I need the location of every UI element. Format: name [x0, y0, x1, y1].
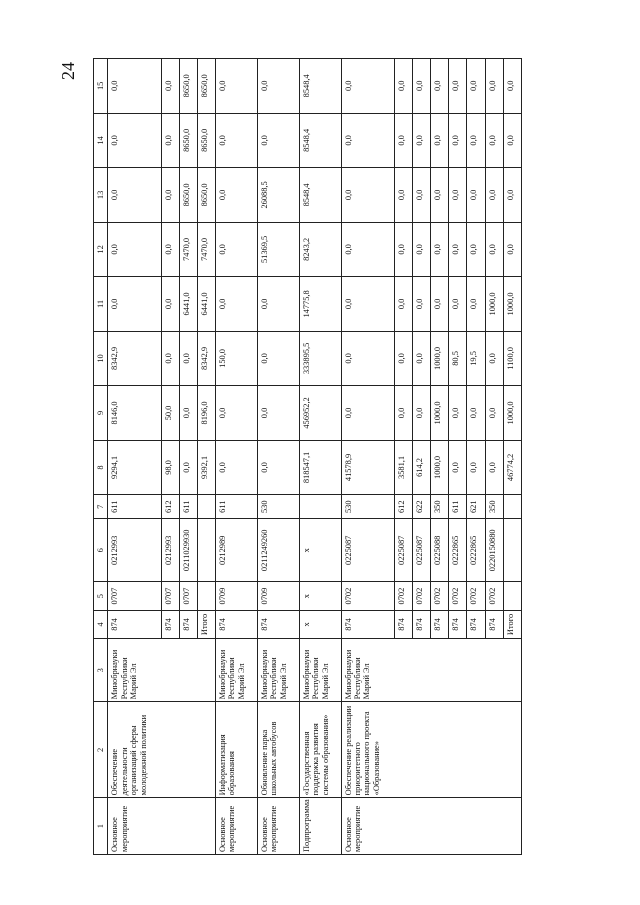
table-cell: 0702 [412, 582, 430, 610]
table-cell: 0,0 [431, 277, 449, 332]
table-cell [179, 702, 197, 798]
table-cell: 874 [467, 610, 485, 638]
table-cell: 0,0 [161, 277, 179, 332]
table-cell: 0,0 [341, 113, 394, 168]
table-cell: 0,0 [215, 277, 257, 332]
column-header: 3 [94, 639, 108, 702]
table-cell: Итого [197, 610, 215, 638]
table-cell [197, 495, 215, 519]
table-cell: 26088,5 [257, 168, 299, 223]
table-cell: 874 [161, 610, 179, 638]
table-cell: 0,0 [449, 277, 467, 332]
table-row [179, 59, 197, 855]
table-cell: 0,0 [257, 277, 299, 332]
table-cell: x [299, 610, 341, 638]
table-cell [197, 582, 215, 610]
table-cell [503, 639, 521, 702]
table-cell: 0,0 [467, 277, 485, 332]
table-cell: 0,0 [341, 331, 394, 386]
table-cell: 0,0 [431, 168, 449, 223]
column-header: 1 [94, 798, 108, 855]
column-header: 13 [94, 168, 108, 223]
table-cell: 530 [257, 495, 299, 519]
table-cell [485, 702, 503, 798]
table-row [449, 59, 467, 855]
table-cell: 0212989 [215, 519, 257, 582]
table-cell: 611 [108, 495, 161, 519]
column-header: 9 [94, 386, 108, 441]
table-cell: 3581,1 [394, 440, 412, 495]
table-body [108, 59, 522, 855]
table-cell: 0,0 [108, 168, 161, 223]
table-cell: 350 [485, 495, 503, 519]
table-cell: 0,0 [394, 386, 412, 441]
table-cell: 0,0 [503, 59, 521, 114]
table-cell: 611 [179, 495, 197, 519]
table-cell [412, 639, 430, 702]
table-cell: 1000,0 [503, 386, 521, 441]
table-cell: 0222865 [467, 519, 485, 582]
table-cell: 0,0 [179, 386, 197, 441]
table-cell: 0,0 [485, 440, 503, 495]
table-row [108, 59, 161, 855]
table-cell [197, 639, 215, 702]
table-cell: 8196,0 [197, 386, 215, 441]
table-cell: 0,0 [394, 59, 412, 114]
table-cell: 0702 [394, 582, 412, 610]
table-cell: Основное мероприятие [108, 798, 161, 855]
table-cell: Минобрнауки Республики Марий Эл [341, 639, 394, 702]
table-cell: x [299, 519, 341, 582]
table-cell: 0,0 [449, 113, 467, 168]
table-cell: 0,0 [467, 59, 485, 114]
table-cell: 0,0 [485, 113, 503, 168]
table-cell [449, 702, 467, 798]
table-cell: 0,0 [257, 386, 299, 441]
table-cell: 874 [485, 610, 503, 638]
table-cell: 0,0 [467, 222, 485, 277]
table-cell: 0,0 [485, 331, 503, 386]
table-cell: 1000,0 [485, 277, 503, 332]
column-header: 10 [94, 331, 108, 386]
table-cell: 0707 [179, 582, 197, 610]
table-cell: 8243,2 [299, 222, 341, 277]
table-cell: 874 [108, 610, 161, 638]
table-cell: 0,0 [108, 59, 161, 114]
table-row [394, 59, 412, 855]
budget-table [93, 58, 522, 855]
table-cell: 0211029930 [179, 519, 197, 582]
table-cell: 0,0 [412, 386, 430, 441]
column-header: 6 [94, 519, 108, 582]
table-cell: 0,0 [467, 386, 485, 441]
table-cell: 0,0 [179, 331, 197, 386]
column-header: 14 [94, 113, 108, 168]
table-cell: 0,0 [215, 59, 257, 114]
table-cell: Основное мероприятие [341, 798, 394, 855]
table-cell: 0709 [215, 582, 257, 610]
table-row [503, 59, 521, 855]
column-header: 7 [94, 495, 108, 519]
table-cell: 0222865 [449, 519, 467, 582]
table-cell: 874 [341, 610, 394, 638]
table-cell: 0,0 [394, 113, 412, 168]
table-cell: 530 [341, 495, 394, 519]
table-cell: 0220150880 [485, 519, 503, 582]
table-cell: 0,0 [485, 168, 503, 223]
table-cell: 0212993 [161, 519, 179, 582]
table-cell: 0,0 [179, 440, 197, 495]
table-cell: 7470,0 [179, 222, 197, 277]
table-cell: 8146,0 [108, 386, 161, 441]
table-cell: 6441,0 [179, 277, 197, 332]
page-number: 24 [58, 62, 78, 80]
table-cell: 0,0 [431, 113, 449, 168]
table-cell: Обеспечение деятельности организаций сферы молодежной политики [108, 702, 161, 798]
table-cell: Основное мероприятие [215, 798, 257, 855]
table-cell: 51369,5 [257, 222, 299, 277]
table-cell: 0707 [108, 582, 161, 610]
table-cell: 0,0 [485, 222, 503, 277]
table-cell: 1100,0 [503, 331, 521, 386]
table-cell: 612 [394, 495, 412, 519]
table-cell: 0225087 [341, 519, 394, 582]
table-cell: 8342,9 [197, 331, 215, 386]
table-cell: 874 [431, 610, 449, 638]
table-cell: 0,0 [467, 168, 485, 223]
table-cell: 874 [215, 610, 257, 638]
table-cell: 0,0 [257, 113, 299, 168]
table-cell: 9392,1 [197, 440, 215, 495]
table-cell: 8650,0 [197, 113, 215, 168]
table-cell [503, 798, 521, 855]
table-cell: 611 [449, 495, 467, 519]
table-cell: 350 [431, 495, 449, 519]
table-cell: 0702 [467, 582, 485, 610]
table-cell: Минобрнауки Республики Марий Эл [108, 639, 161, 702]
table-cell: 0,0 [257, 331, 299, 386]
table-row [197, 59, 215, 855]
table-cell [503, 702, 521, 798]
table-cell: 0,0 [215, 440, 257, 495]
table-cell [299, 495, 341, 519]
table-cell: 0,0 [412, 222, 430, 277]
table-cell: 0,0 [412, 277, 430, 332]
table-cell: 14775,8 [299, 277, 341, 332]
table-cell: Основное мероприятие [257, 798, 299, 855]
table-cell: Минобрнауки Республики Марий Эл [299, 639, 341, 702]
table-cell: 0,0 [215, 222, 257, 277]
table-cell: 0225087 [394, 519, 412, 582]
table-cell: 150,0 [215, 331, 257, 386]
table-cell [197, 798, 215, 855]
table-cell: Подпрограмма [299, 798, 341, 855]
table-row [161, 59, 179, 855]
table-cell: 0702 [341, 582, 394, 610]
table-cell: 0,0 [412, 59, 430, 114]
table-cell [431, 798, 449, 855]
table-cell: 0,0 [341, 59, 394, 114]
table-cell: 0,0 [161, 168, 179, 223]
table-cell: 0709 [257, 582, 299, 610]
table-cell: Обновление парка школьных автобусов [257, 702, 299, 798]
table-cell [161, 702, 179, 798]
table-cell: x [299, 582, 341, 610]
table-cell: Итого [503, 610, 521, 638]
table-cell [467, 639, 485, 702]
table-cell: 874 [449, 610, 467, 638]
table-cell: 7470,0 [197, 222, 215, 277]
table-cell: 8548,4 [299, 113, 341, 168]
table-cell: 622 [412, 495, 430, 519]
table-cell: 0,0 [257, 59, 299, 114]
table-cell: 0702 [431, 582, 449, 610]
table-cell: 0,0 [431, 222, 449, 277]
table-cell: 8650,0 [179, 113, 197, 168]
table-cell: 46774,2 [503, 440, 521, 495]
table-cell [485, 639, 503, 702]
table-cell: 874 [394, 610, 412, 638]
table-cell [503, 582, 521, 610]
table-cell: 0,0 [449, 440, 467, 495]
rotated-table-wrapper [93, 58, 522, 855]
table-cell: 9294,1 [108, 440, 161, 495]
table-cell: 8548,4 [299, 59, 341, 114]
column-header: 12 [94, 222, 108, 277]
table-cell [503, 519, 521, 582]
table-cell: 0,0 [449, 386, 467, 441]
table-cell: 0,0 [161, 222, 179, 277]
column-header: 15 [94, 59, 108, 114]
table-cell [412, 702, 430, 798]
table-cell: 0,0 [108, 222, 161, 277]
table-cell: 0702 [449, 582, 467, 610]
table-cell: 0,0 [341, 277, 394, 332]
table-cell [449, 798, 467, 855]
table-cell: 0,0 [503, 113, 521, 168]
table-cell: 1000,0 [431, 440, 449, 495]
table-cell: 6441,0 [197, 277, 215, 332]
table-cell: 0211249260 [257, 519, 299, 582]
table-cell: 0,0 [503, 222, 521, 277]
table-cell: 0,0 [341, 386, 394, 441]
table-cell: 8548,4 [299, 168, 341, 223]
table-cell: 50,0 [161, 386, 179, 441]
table-row [215, 59, 257, 855]
table-cell: «Государственная поддержка развития системы образования» [299, 702, 341, 798]
table-cell [431, 639, 449, 702]
table-cell: 0,0 [394, 168, 412, 223]
table-cell [485, 798, 503, 855]
table-cell [161, 639, 179, 702]
table-cell [503, 495, 521, 519]
table-cell [179, 798, 197, 855]
column-header: 5 [94, 582, 108, 610]
table-cell: 8650,0 [179, 59, 197, 114]
table-row [485, 59, 503, 855]
table-cell: 621 [467, 495, 485, 519]
table-cell: 612 [161, 495, 179, 519]
table-cell [197, 519, 215, 582]
table-cell: 8342,9 [108, 331, 161, 386]
table-cell [394, 702, 412, 798]
table-cell: 1000,0 [503, 277, 521, 332]
table-cell: 0,0 [341, 168, 394, 223]
table-cell: 0,0 [503, 168, 521, 223]
column-header: 4 [94, 610, 108, 638]
table-cell [431, 702, 449, 798]
table-cell: 456952,2 [299, 386, 341, 441]
table-cell: 0,0 [394, 331, 412, 386]
table-cell: 8650,0 [197, 168, 215, 223]
table-row [412, 59, 430, 855]
table-cell [197, 702, 215, 798]
table-cell: 19,5 [467, 331, 485, 386]
table-cell: 0,0 [394, 277, 412, 332]
table-cell: 0225088 [431, 519, 449, 582]
table-row [431, 59, 449, 855]
table-cell: 0,0 [431, 59, 449, 114]
table-row [467, 59, 485, 855]
table-cell: 0212993 [108, 519, 161, 582]
table-cell: 874 [412, 610, 430, 638]
table-cell: 41578,9 [341, 440, 394, 495]
table-cell: 0,0 [412, 331, 430, 386]
table-cell: 98,0 [161, 440, 179, 495]
column-header: 11 [94, 277, 108, 332]
table-cell [467, 702, 485, 798]
table-cell: 874 [257, 610, 299, 638]
column-header: 8 [94, 440, 108, 495]
table-cell: 1000,0 [431, 386, 449, 441]
table-cell: Обеспечение реализации приоритетного национального проекта «Образование» [341, 702, 394, 798]
table-cell [449, 639, 467, 702]
table-cell: 0,0 [215, 113, 257, 168]
table-cell: 8650,0 [197, 59, 215, 114]
table-cell: 0225087 [412, 519, 430, 582]
table-row [257, 59, 299, 855]
table-cell: 0,0 [412, 113, 430, 168]
table-cell: 0,0 [257, 440, 299, 495]
table-cell: 0,0 [485, 386, 503, 441]
table-cell: 0,0 [467, 113, 485, 168]
table-cell: 0,0 [108, 113, 161, 168]
table-cell: 0,0 [341, 222, 394, 277]
table-cell: 0,0 [394, 222, 412, 277]
table-cell: 8650,0 [179, 168, 197, 223]
table-cell: 0702 [485, 582, 503, 610]
table-cell: 1000,0 [431, 331, 449, 386]
table-cell: 0,0 [467, 440, 485, 495]
table-cell: 0,0 [215, 386, 257, 441]
table-cell: 874 [179, 610, 197, 638]
table-cell: 0707 [161, 582, 179, 610]
header-row [94, 59, 108, 855]
table-cell [394, 798, 412, 855]
column-header: 2 [94, 702, 108, 798]
table-cell [179, 639, 197, 702]
table-cell: Информатизация образования [215, 702, 257, 798]
table-cell: 614,2 [412, 440, 430, 495]
table-cell: 611 [215, 495, 257, 519]
table-cell [161, 798, 179, 855]
table-cell: 0,0 [449, 59, 467, 114]
table-cell [394, 639, 412, 702]
table-cell: 818547,1 [299, 440, 341, 495]
table-cell: 0,0 [412, 168, 430, 223]
table-row [299, 59, 341, 855]
table-cell: 0,0 [449, 168, 467, 223]
table-cell: 80,5 [449, 331, 467, 386]
table-cell: 0,0 [485, 59, 503, 114]
table-cell: 333895,5 [299, 331, 341, 386]
table-cell: 0,0 [161, 113, 179, 168]
table-cell: 0,0 [449, 222, 467, 277]
table-cell [467, 798, 485, 855]
table-cell: 0,0 [215, 168, 257, 223]
table-cell [412, 798, 430, 855]
table-cell: Минобрнауки Республики Марий Эл [215, 639, 257, 702]
table-cell: 0,0 [161, 59, 179, 114]
table-cell: 0,0 [108, 277, 161, 332]
table-cell: Минобрнауки Республики Марий Эл [257, 639, 299, 702]
table-cell: 0,0 [161, 331, 179, 386]
table-row [341, 59, 394, 855]
